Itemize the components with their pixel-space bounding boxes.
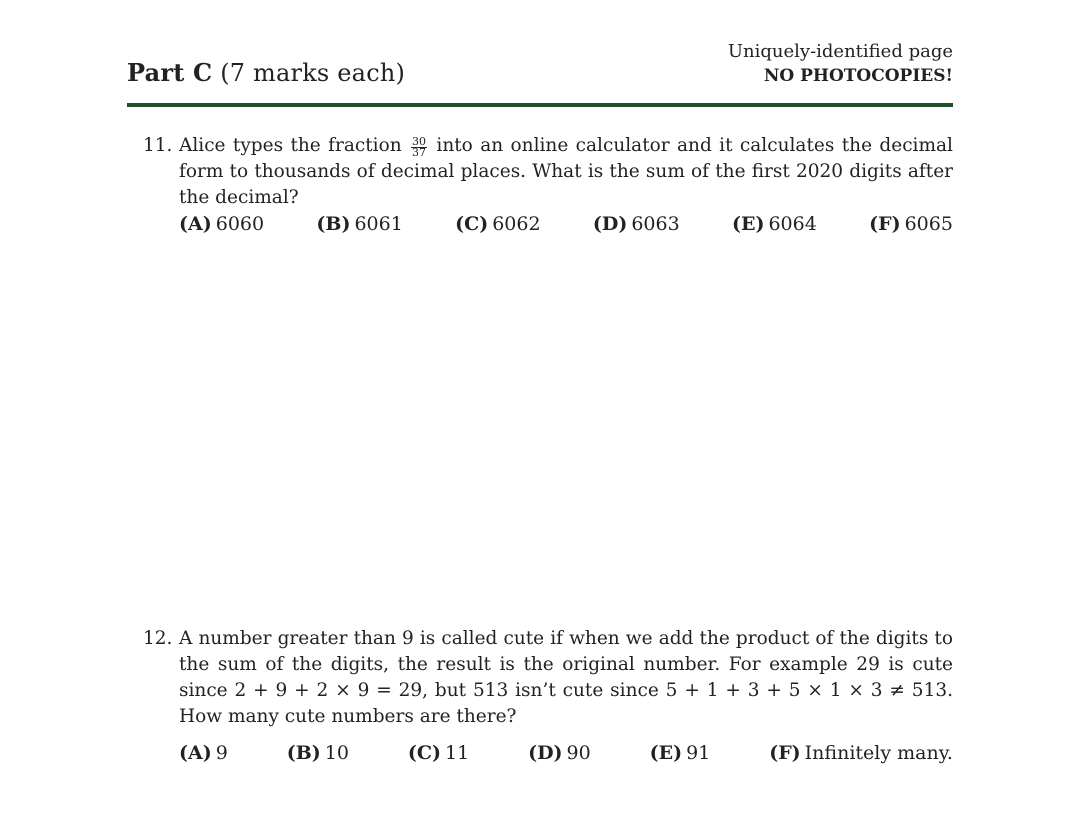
choice-c bbox=[408, 740, 469, 766]
header-divider bbox=[127, 103, 953, 107]
choice-b bbox=[316, 211, 402, 237]
choice-value: 6064 bbox=[768, 213, 817, 235]
choice-value: 90 bbox=[566, 742, 591, 764]
choice-e bbox=[732, 211, 817, 237]
marks-label: (7 marks each) bbox=[220, 59, 406, 87]
question-text-before: Alice types the fraction bbox=[179, 135, 402, 156]
choice-d bbox=[593, 211, 680, 237]
question-text bbox=[179, 133, 953, 211]
choice-f bbox=[869, 211, 953, 237]
choice-letter: (C) bbox=[407, 742, 441, 764]
choice-c bbox=[455, 211, 540, 237]
notice-line-1: Uniquely-identified page bbox=[727, 41, 953, 62]
choice-a bbox=[179, 211, 264, 237]
choice-value: 9 bbox=[215, 742, 228, 764]
choice-value: 91 bbox=[686, 742, 711, 764]
question-number: 12. bbox=[143, 628, 173, 649]
choice-letter: (F) bbox=[769, 742, 801, 764]
choice-e bbox=[650, 740, 711, 766]
choice-value: 10 bbox=[324, 742, 349, 764]
question-12 bbox=[143, 626, 953, 766]
choice-value: 6065 bbox=[904, 213, 953, 235]
answer-choices bbox=[179, 740, 953, 766]
answer-choices bbox=[179, 211, 953, 237]
question-11 bbox=[143, 133, 953, 237]
choice-letter: (D) bbox=[528, 742, 563, 764]
choice-letter: (F) bbox=[869, 213, 901, 235]
choice-letter: (A) bbox=[179, 742, 212, 764]
part-label: Part C bbox=[127, 58, 213, 87]
choice-letter: (E) bbox=[731, 213, 765, 235]
notice-line-2: NO PHOTOCOPIES! bbox=[763, 66, 953, 86]
choice-value: 6063 bbox=[631, 213, 680, 235]
fraction-denominator: 37 bbox=[412, 146, 427, 159]
choice-value: 6062 bbox=[492, 213, 541, 235]
part-heading bbox=[127, 58, 405, 87]
choice-letter: (C) bbox=[455, 213, 489, 235]
choice-d bbox=[528, 740, 591, 766]
choice-letter: (B) bbox=[316, 213, 351, 235]
choice-letter: (E) bbox=[649, 742, 683, 764]
question-number: 11. bbox=[143, 135, 173, 156]
choice-letter: (D) bbox=[592, 213, 628, 235]
page-notice bbox=[728, 40, 953, 88]
choice-value: 11 bbox=[444, 742, 470, 764]
choice-f bbox=[769, 740, 953, 766]
fraction-numerator: 30 bbox=[412, 135, 427, 148]
fraction bbox=[411, 137, 427, 158]
choice-b bbox=[287, 740, 349, 766]
choice-letter: (A) bbox=[179, 213, 212, 235]
choice-letter: (B) bbox=[286, 742, 321, 764]
question-text-after: into an online calculator and it calculates the decimal form to thousands of decimal places. What is the sum of the first 2020 digits after the decimal? bbox=[179, 135, 953, 208]
choice-a bbox=[179, 740, 228, 766]
question-text: A number greater than 9 is called cute if when we add the product of the digits to the sum of the digits, the result is the original number. For example 29 is cute since 2 + 9 + 2 × 9 = 29, but 513 isn’t cute since 5 + 1 + 3 + 5 × 1 × 3 ≠ 513. How many cute numbers are there? bbox=[179, 628, 953, 727]
choice-value: 6060 bbox=[215, 213, 265, 235]
choice-value: 6061 bbox=[354, 213, 403, 235]
choice-value: Infinitely many. bbox=[804, 742, 953, 764]
